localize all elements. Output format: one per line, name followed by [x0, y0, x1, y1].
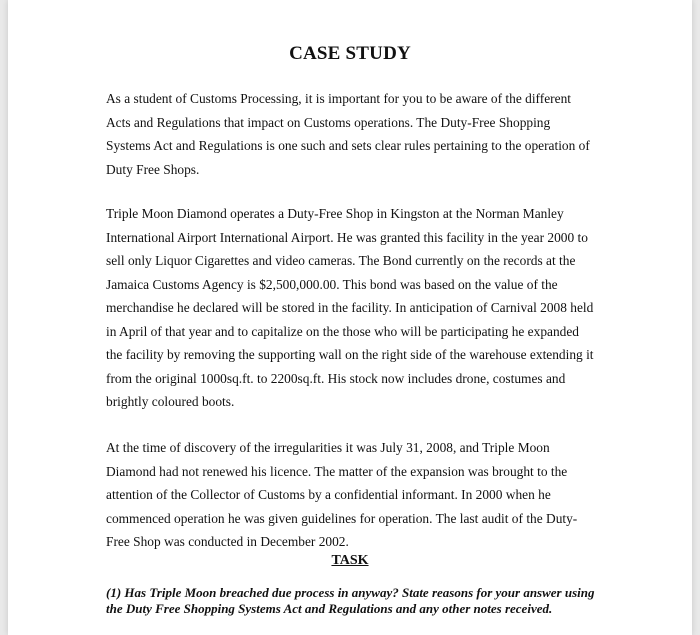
- page-title: CASE STUDY: [289, 43, 411, 64]
- discovery-paragraph: At the time of discovery of the irregularities it was July 31, 2008, and Triple Moon Diamond had not renewed his licence. The matter of the expansion was brought to the attention of the Collector of Customs by a confidential informant. In 2000 when he commenced operation he was given guidelines for operation. The last audit of the Duty-Free Shop was conducted in December 2002.: [106, 440, 578, 549]
- document-page: [8, 0, 692, 635]
- task-question: (1) Has Triple Moon breached due process in anyway? State reasons for your answer using the Duty Free Shopping Systems Act and Regulations and any other notes received.: [106, 585, 595, 616]
- case-facts-paragraph: Triple Moon Diamond operates a Duty-Free Shop in Kingston at the Norman Manley International Airport International Airport. He was granted this facility in the year 2000 to sell only Liquor Cigarettes and video cameras. The Bond currently on the records at the Jamaica Customs Agency is $2,500,000.00. This bond was based on the value of the merchandise he declared will be stored in the facility. In anticipation of Carnival 2008 held in April of that year and to capitalize on the those who will be participating he expanded the facility by removing the supporting wall on the right side of the warehouse extending it from the original 1000sq.ft. to 2200sq.ft. His stock now includes drone, costumes and brightly coloured boots.: [106, 206, 594, 409]
- intro-paragraph: As a student of Customs Processing, it is important for you to be aware of the different Acts and Regulations that impact on Customs operations. The Duty-Free Shopping Systems Act and Regulations is one such and sets clear rules pertaining to the operation of Duty Free Shops.: [106, 91, 590, 177]
- task-heading: TASK: [331, 553, 369, 568]
